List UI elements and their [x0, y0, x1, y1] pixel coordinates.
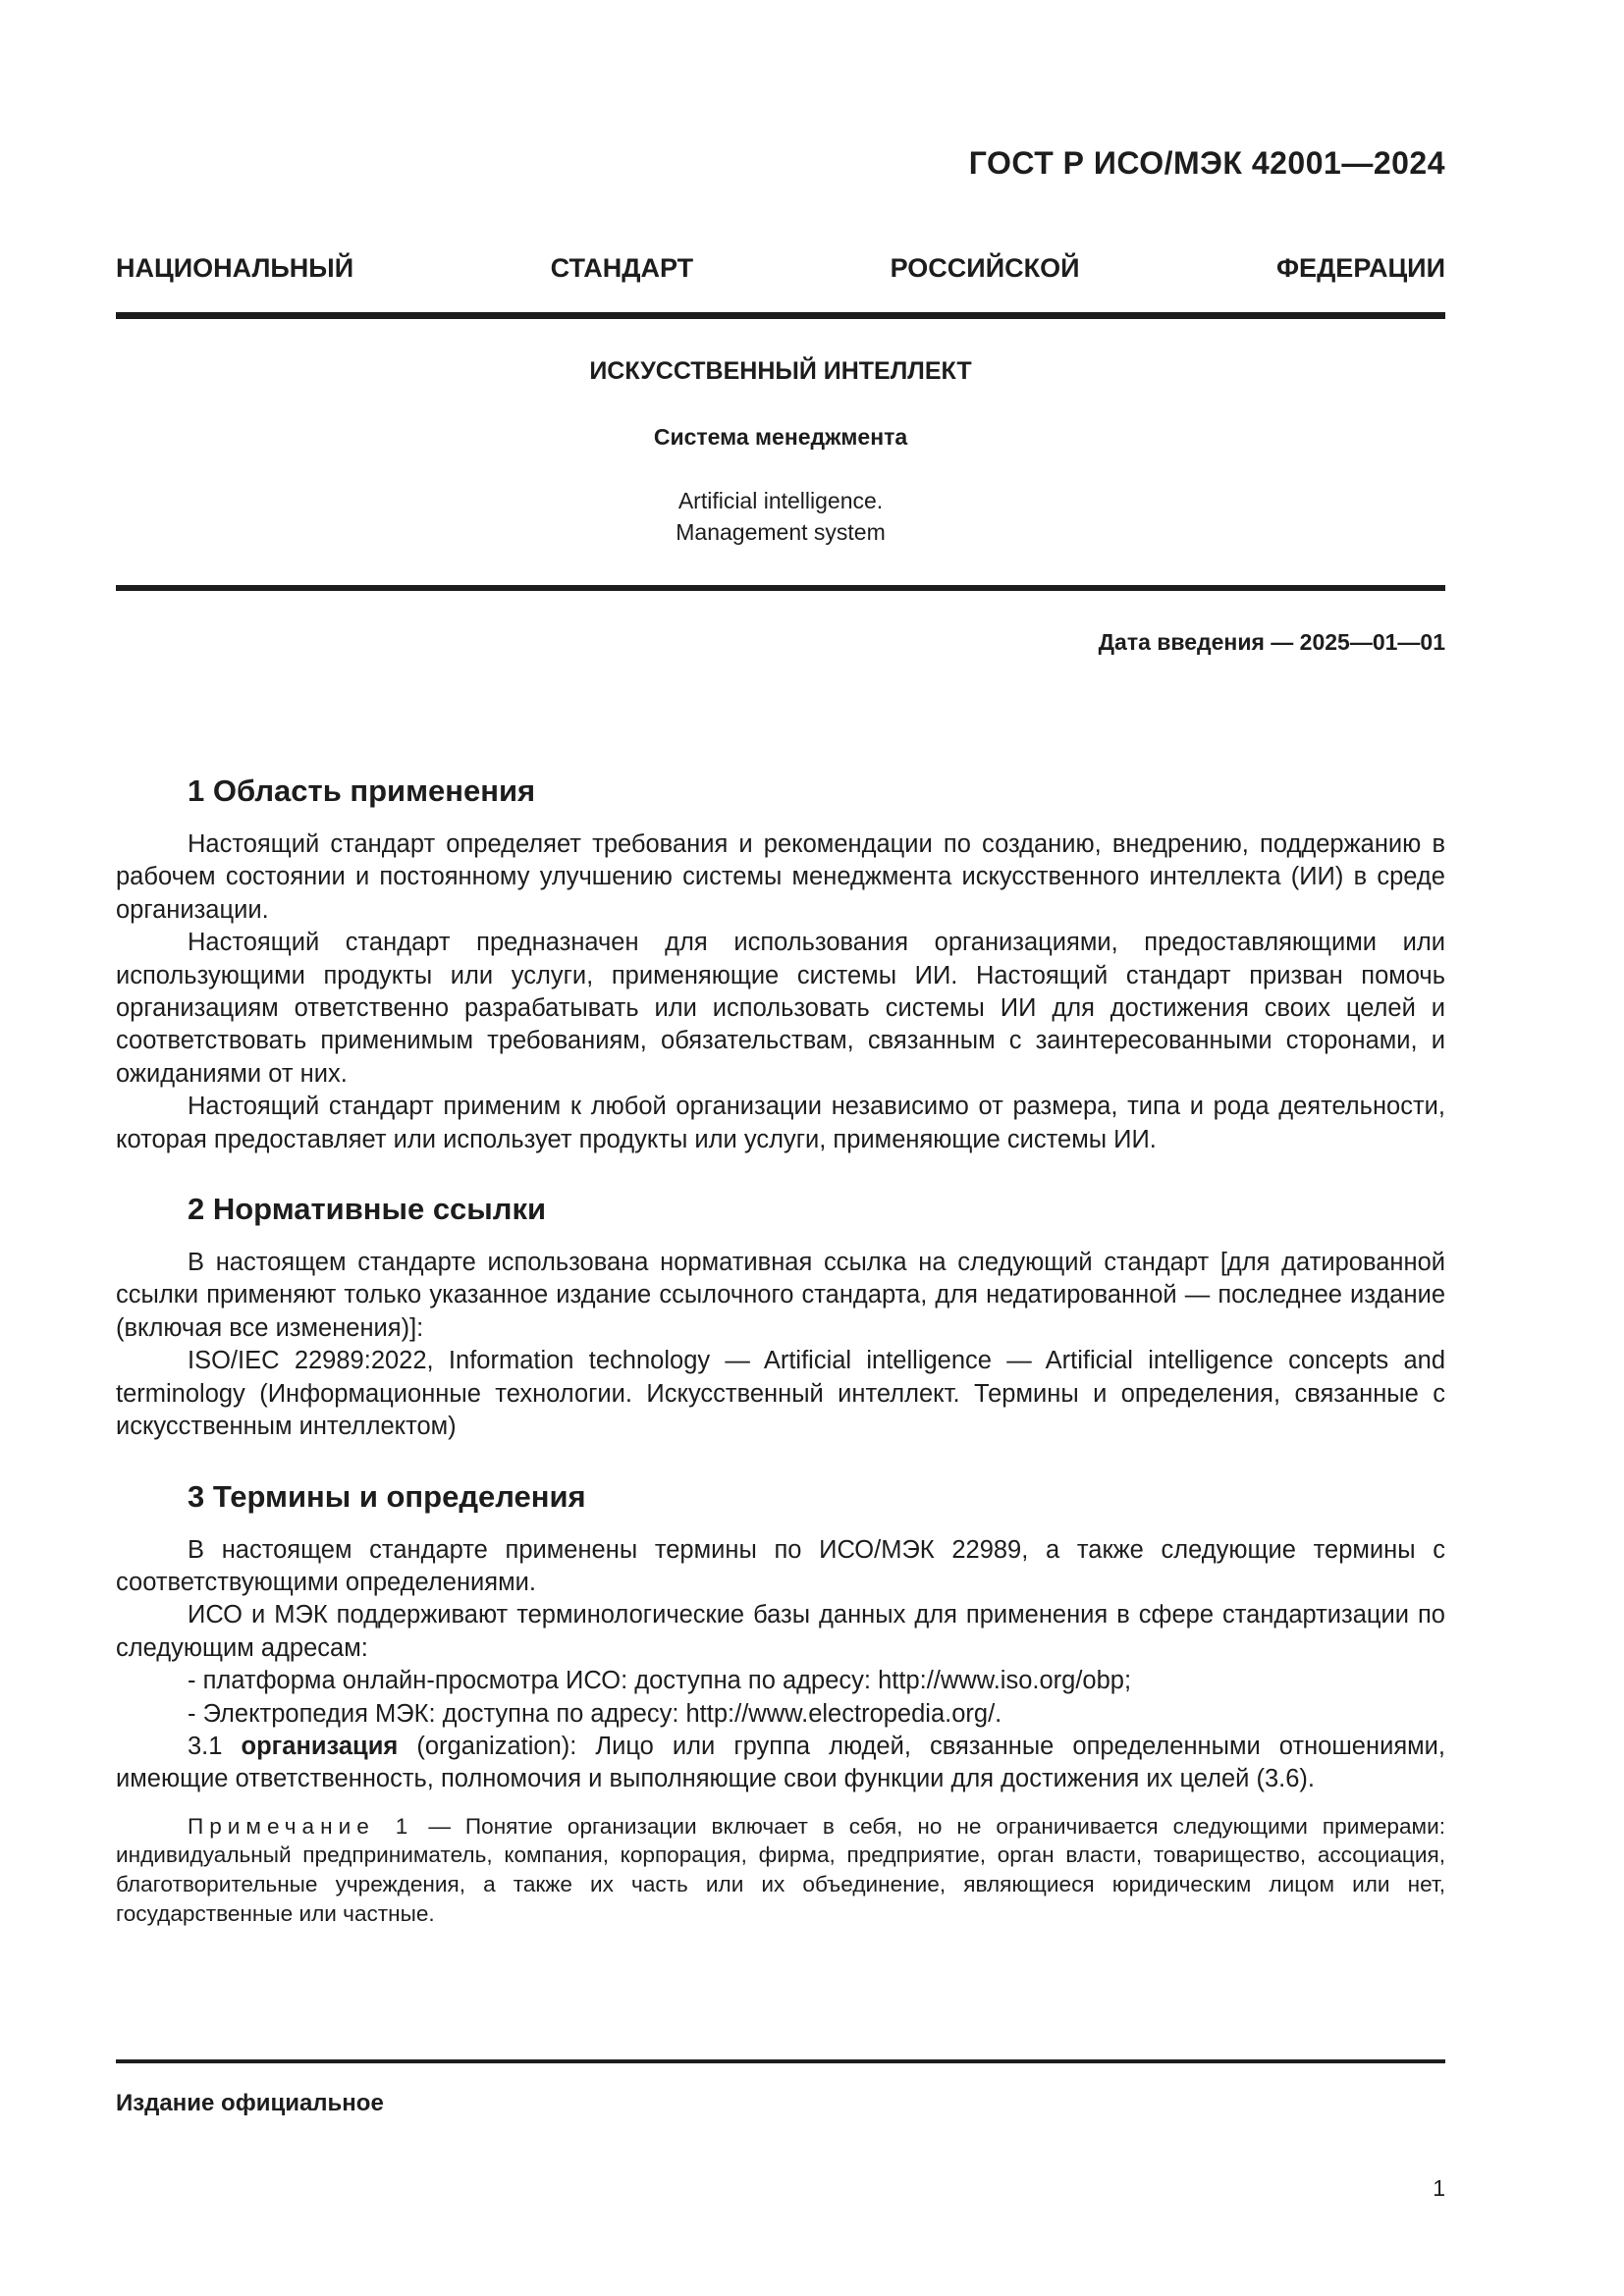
term-definition — [116, 1731, 1445, 1796]
banner-word: НАЦИОНАЛЬНЫЙ — [116, 253, 354, 283]
section-heading-normative-references: 2 Нормативные ссылки — [188, 1192, 547, 1227]
paragraph: В настоящем стандарте применены термины по ИСО/МЭК 22989, а также следующие термины с соответствующими определениями. — [116, 1535, 1445, 1596]
english-title — [116, 485, 1445, 548]
official-edition-label: Издание официальное — [116, 2090, 384, 2116]
footer-divider — [116, 2059, 1445, 2063]
document-body — [116, 772, 1445, 1928]
section-heading-terms: 3 Термины и определения — [188, 1478, 586, 1514]
paragraph: Настоящий стандарт определяет требования и рекомендации по созданию, внедрению, поддержанию в рабочем состоянии и постоянному улучшению системы менеджмента искусственного интеллекта (ИИ) в среде организации. — [116, 830, 1445, 924]
note-text: — Понятие организации включает в себя, но не ограничивается следующими примерами: индивидуальный предприниматель, компания, корпорация, фирма, предприятие, орган власти, товарищество, ассоциация, благотворительные учреждения, а также их часть или их объединение, являющиеся юридическим лицом или нет, государственные или частные. — [116, 1813, 1445, 1926]
reference-entry: ISO/IEC 22989:2022, Information technology — Artificial intelligence — Artificial intelligence concepts and terminology (Информационные технологии. Искусственный интеллект. Термины и определения, связанные с искусственным интеллектом) — [116, 1347, 1445, 1441]
paragraph: В настоящем стандарте использована нормативная ссылка на следующий стандарт [для датированной ссылки применяют только указанное издание ссылочного стандарта, для недатированной — последнее издание (включая все изменения)]: — [116, 1249, 1445, 1342]
document-title: ИСКУССТВЕННЫЙ ИНТЕЛЛЕКТ — [589, 357, 972, 385]
page-number: 1 — [1433, 2175, 1445, 2201]
note-label: Примечание 1 — [188, 1813, 414, 1839]
title-divider — [116, 585, 1445, 591]
paragraph: Настоящий стандарт предназначен для использования организациями, предоставляющими или использующими продукты или услуги, применяющие системы ИИ. Настоящий стандарт призван помочь организациям ответственно разрабатывать или использовать системы ИИ для достижения своих целей и соответствовать применимым требованиям, обязательствам, связанным с заинтересованными сторонами, и ожиданиями от них. — [116, 929, 1445, 1088]
document-code: ГОСТ Р ИСО/МЭК 42001—2024 — [968, 145, 1445, 181]
introduction-date: Дата введения — 2025—01—01 — [1098, 629, 1445, 655]
list-item: - платформа онлайн-просмотра ИСО: доступна по адресу: http://www.iso.org/obp; — [188, 1667, 1132, 1695]
national-standard-banner — [116, 253, 1445, 284]
banner-word: РОССИЙСКОЙ — [890, 253, 1080, 283]
term-text: (organization): Лицо или группа людей, связанные определенными отношениями, имеющие ответственность, полномочия и выполняющие свои функции для достижения их целей (3.6). — [116, 1732, 1445, 1793]
banner-word: ФЕДЕРАЦИИ — [1276, 253, 1445, 283]
document-subtitle: Система менеджмента — [653, 424, 908, 450]
section-heading-scope: 1 Область применения — [188, 774, 536, 808]
english-title-line: Management system — [676, 519, 886, 545]
note — [116, 1812, 1445, 1928]
term-name: организация — [241, 1732, 399, 1760]
banner-word: СТАНДАРТ — [550, 253, 694, 283]
list-item: - Электропедия МЭК: доступна по адресу: http://www.electropedia.org/. — [188, 1699, 1002, 1728]
paragraph: Настоящий стандарт применим к любой организации независимо от размера, типа и рода деятельности, которая предоставляет или использует продукты или услуги, применяющие системы ИИ. — [116, 1093, 1445, 1153]
top-divider — [116, 312, 1445, 319]
english-title-line: Artificial intelligence. — [677, 488, 884, 513]
term-number: 3.1 — [188, 1732, 223, 1760]
paragraph: ИСО и МЭК поддерживают терминологические базы данных для применения в сфере стандартизации по следующим адресам: — [116, 1601, 1445, 1662]
